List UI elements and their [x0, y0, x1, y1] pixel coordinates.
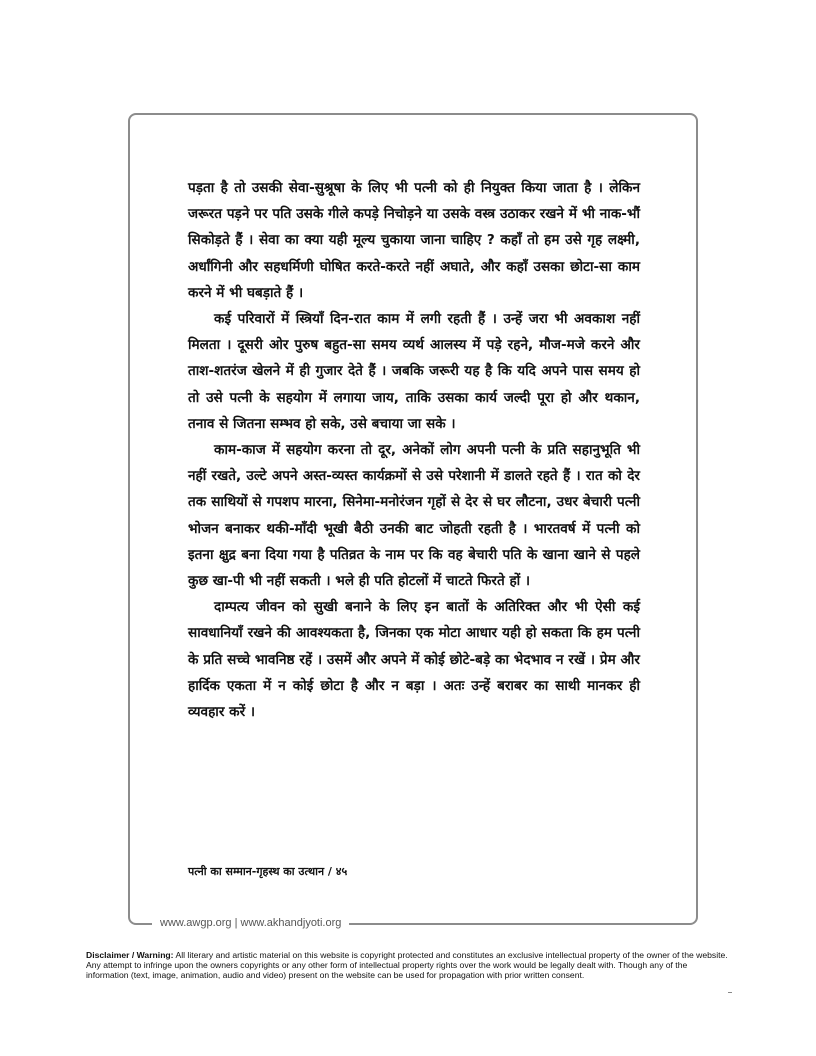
- page-dash-mark: [728, 992, 732, 993]
- paragraph-3: काम-काज में सहयोग करना तो दूर, अनेकों लोग अपनी पत्नी के प्रति सहानुभूति भी नहीं रखते, उल्टे अपने अस्त-व्यस्त कार्यक्रमों से उसे परेशानी में डालते रहते हैं । रात को देर तक साथियों से गपशप मारना, सिनेमा-मनोरंजन गृहों से देर से घर लौटना, उधर बेचारी पत्नी भोजन बनाकर थकी-माँदी भूखी बैठी उनकी बाट जोहती रहती है । भारतवर्ष में पत्नी को इतना क्षुद्र बना दिया गया है पतिव्रत के नाम पर कि वह बेचारी पति के खाना खाने से पहले कुछ खा-पी भी नहीं सकती । भले ही पति होटलों में चाटते फिरते हों ।: [188, 442, 640, 590]
- disclaimer-label: Disclaimer / Warning:: [86, 950, 174, 960]
- paragraph-4: दाम्पत्य जीवन को सुखी बनाने के लिए इन बातों के अतिरिक्त और भी ऐसी कई सावधानियाँ रखने की आवश्यकता है, जिनका एक मोटा आधार यही हो सकता कि हम पत्नी के प्रति सच्चे भावनिष्ठ रहें । उसमें और अपने में कोई छोटे-बड़े का भेदभाव न रखें । प्रेम और हार्दिक एकता में न कोई छोटा है और न बड़ा । अतः उन्हें बराबर का साथी मानकर ही व्यवहार करें ।: [188, 599, 640, 721]
- page-footer-title: पत्नी का सम्मान-गृहस्थ का उत्थान / ४५: [188, 865, 348, 878]
- disclaimer: [86, 950, 731, 981]
- paragraph-1: पड़ता है तो उसकी सेवा-सुश्रूषा के लिए भी पत्नी को ही नियुक्त किया जाता है । लेकिन जरूरत पड़ने पर पति उसके गीले कपड़े निचोड़ने या उसके वस्त्र उठाकर रखने में भी नाक-भौं सिकोड़ते हैं । सेवा का क्या यही मूल्य चुकाया जाना चाहिए ? कहाँ तो हम उसे गृह लक्ष्मी, अर्धांगिनी और सहधर्मिणी घोषित करते-करते नहीं अघाते, और कहाँ उसका छोटा-सा काम करने में भी घबड़ाते हैं ।: [188, 180, 640, 301]
- site-links[interactable]: www.awgp.org | www.akhandjyoti.org: [152, 917, 349, 929]
- disclaimer-text: All literary and artistic material on this website is copyright protected and constitutes an exclusive intellectual property of the owner of the website. Any attempt to infringe upon the owners copyrights or any other form of intellectual property rights over the work would be legally dealt with. Though any of the information (text, image, animation, audio and video) present on the website can be used for propagation with prior written consent.: [86, 950, 728, 981]
- page-body: [188, 175, 640, 725]
- paragraph-2: कई परिवारों में स्त्रियाँ दिन-रात काम में लगी रहती हैं । उन्हें जरा भी अवकाश नहीं मिलता । दूसरी ओर पुरुष बहुत-सा समय व्यर्थ आलस्य में पड़े रहने, मौज-मजे करने और ताश-शतरंज खेलने में ही गुजार देते हैं । जबकि जरूरी यह है कि यदि अपने पास समय हो तो उसे पत्नी के सहयोग में लगाया जाय, ताकि उसका कार्य जल्दी पूरा हो और थकान, तनाव से जितना सम्भव हो सके, उसे बचाया जा सके ।: [188, 311, 640, 432]
